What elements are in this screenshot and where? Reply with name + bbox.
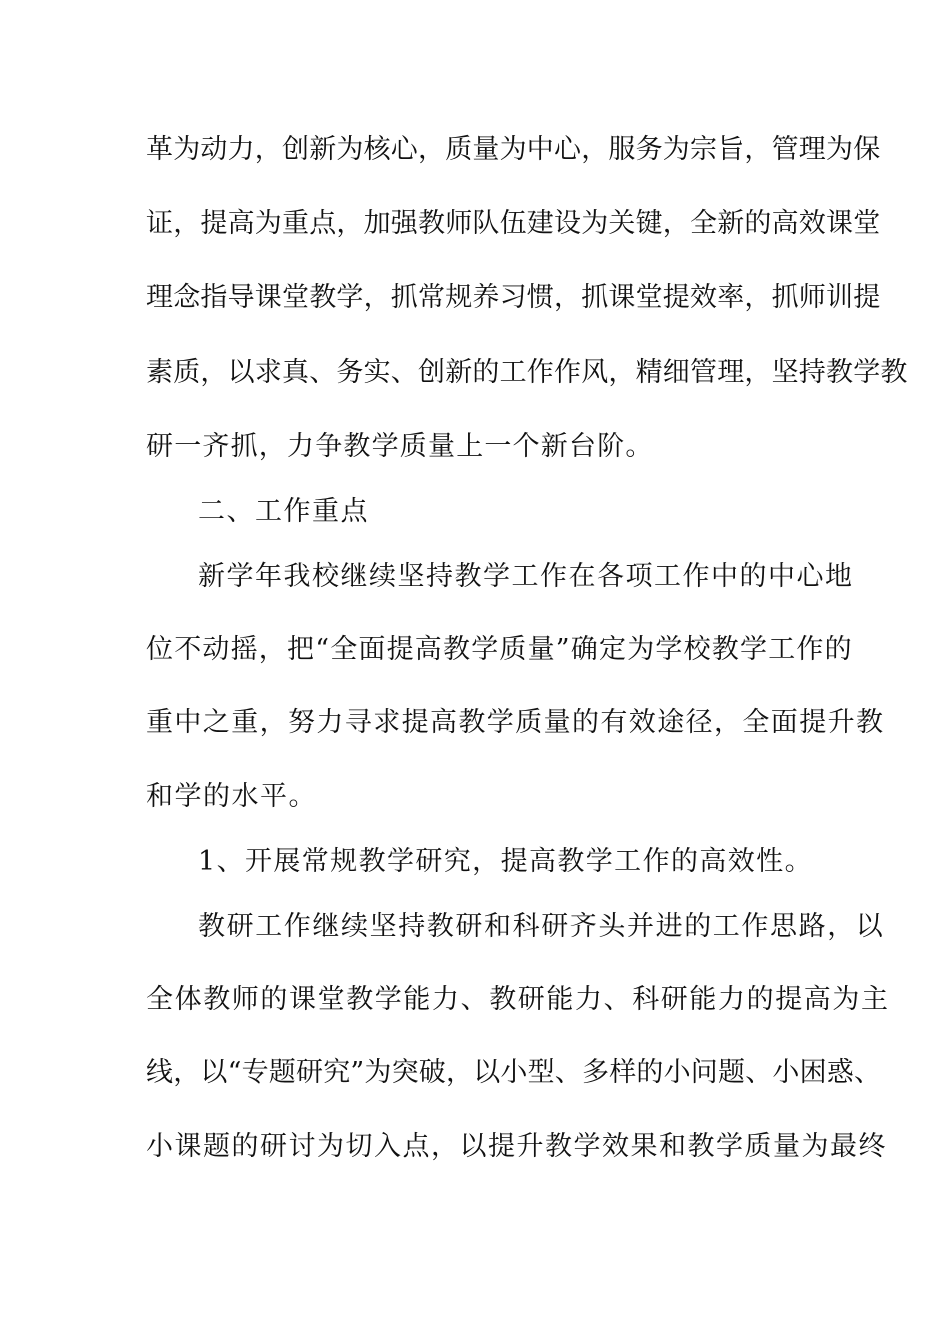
paragraph-2-line-3: 重中之重，努力寻求提高教学质量的有效途径，全面提升教 (146, 707, 885, 738)
paragraph-1-line-5: 研一齐抓，力争教学质量上一个新台阶。 (146, 431, 654, 462)
paragraph-1-line-1: 革为动力，创新为核心，质量为中心，服务为宗旨，管理为保 (146, 134, 881, 165)
paragraph-2-line-4: 和学的水平。 (146, 781, 317, 812)
paragraph-1-line-4: 素质，以求真、务实、创新的工作作风，精细管理，坚持教学教 (146, 357, 908, 388)
paragraph-2-line-2: 位不动摇，把“全面提高教学质量”确定为学校教学工作的 (146, 634, 853, 665)
paragraph-1-line-2: 证，提高为重点，加强教师队伍建设为关键，全新的高效课堂 (146, 208, 881, 239)
paragraph-1-line-3: 理念指导课堂教学，抓常规养习惯，抓课堂提效率，抓师训提 (146, 282, 881, 313)
paragraph-3-line-2: 全体教师的课堂教学能力、教研能力、科研能力的提高为主 (146, 984, 890, 1015)
paragraph-3-line-4: 小课题的研讨为切入点，以提升教学效果和教学质量为最终 (146, 1131, 887, 1162)
paragraph-3-line-1: 教研工作继续坚持教研和科研齐头并进的工作思路，以 (198, 911, 885, 942)
paragraph-2-line-1: 新学年我校继续坚持教学工作在各项工作中的中心地 (198, 561, 854, 592)
paragraph-3-line-3: 线，以“专题研究”为突破，以小型、多样的小问题、小困惑、 (146, 1057, 882, 1088)
subsection-heading: 1、开展常规教学研究，提高教学工作的高效性。 (198, 846, 813, 877)
section-heading: 二、工作重点 (198, 496, 369, 527)
